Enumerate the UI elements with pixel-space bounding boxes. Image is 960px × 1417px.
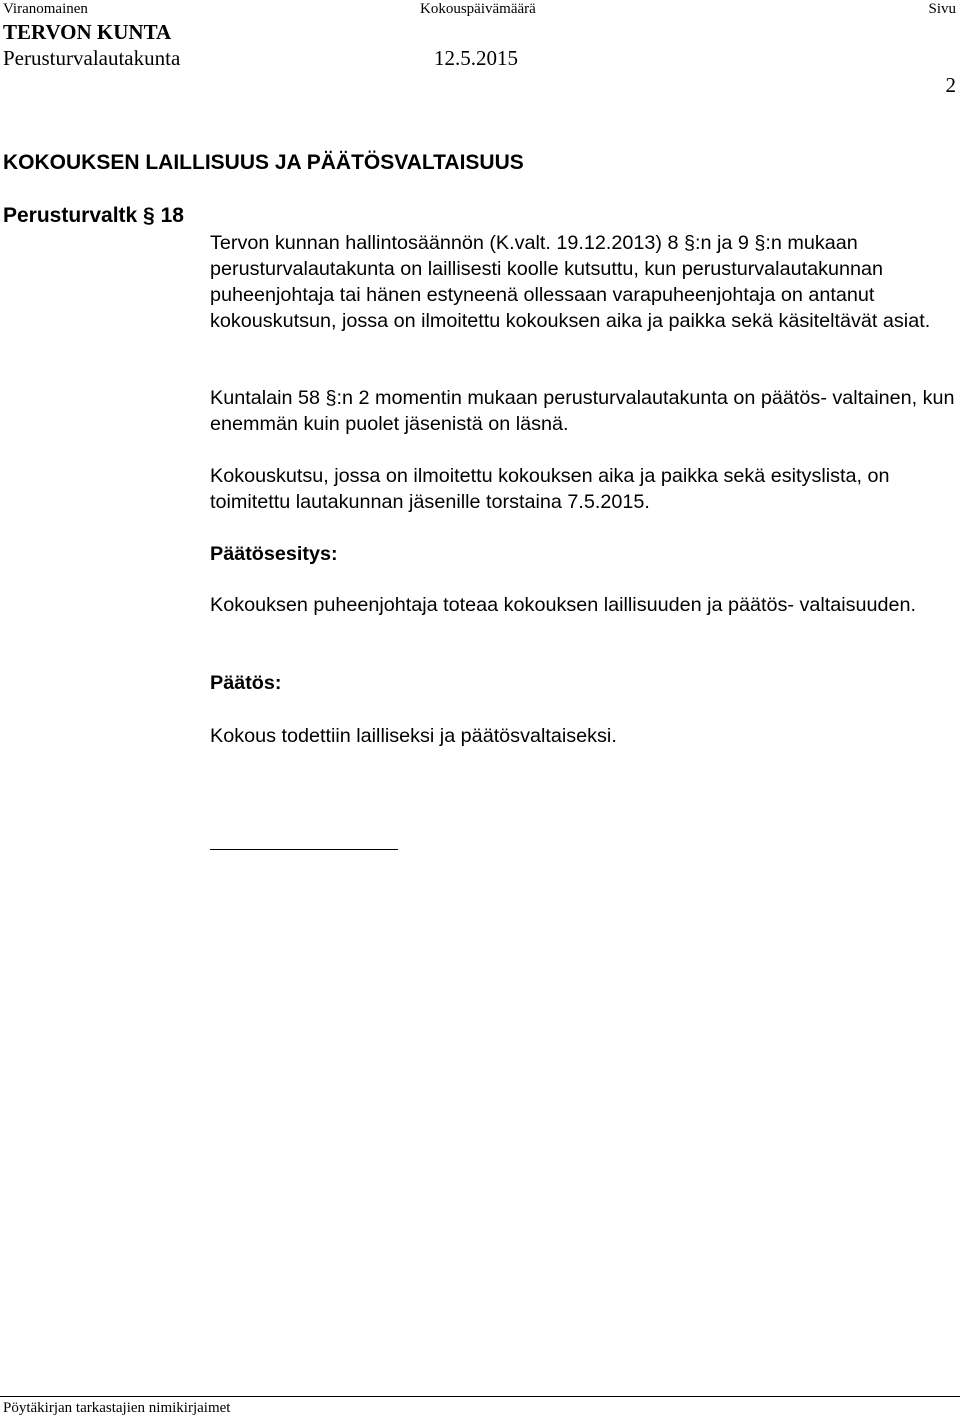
end-rule xyxy=(210,849,398,850)
paragraph-text: Kokouksen puheenjohtaja toteaa kokouksen laillisuuden ja päätös- valtaisuuden. xyxy=(210,594,917,616)
paragraph-invitation xyxy=(210,463,958,515)
paragraph-text: Kuntalain 58 §:n 2 momentin mukaan perusturvalautakunta on päätös- valtainen, kun enemmän kuin puolet jäsenistä on läsnä. xyxy=(210,387,955,435)
organization-name: TERVON KUNTA xyxy=(3,20,172,44)
header-authority-label: Viranomainen xyxy=(3,1,88,17)
footer-initials-label: Pöytäkirjan tarkastajien nimikirjaimet xyxy=(3,1400,231,1416)
paragraph-text: Kokous todettiin lailliseksi ja päätösvaltaiseksi. xyxy=(210,725,617,747)
section-reference: Perusturvaltk § 18 xyxy=(3,204,184,227)
meeting-date: 12.5.2015 xyxy=(434,46,518,70)
footer-divider xyxy=(0,1396,960,1397)
decision-text xyxy=(210,723,958,749)
body-name: Perusturvalautakunta xyxy=(3,46,181,70)
proposal-text xyxy=(210,592,958,618)
header-meeting-date-label: Kokouspäivämäärä xyxy=(420,1,536,17)
decision-label: Päätös: xyxy=(210,672,282,694)
page-number: 2 xyxy=(945,73,956,97)
section-heading: KOKOUKSEN LAILLISUUS JA PÄÄTÖSVALTAISUUS xyxy=(3,151,524,174)
paragraph-legal-basis xyxy=(210,230,958,334)
paragraph-quorum xyxy=(210,385,958,437)
paragraph-text: Kokouskutsu, jossa on ilmoitettu kokouksen aika ja paikka sekä esityslista, on toimitettu lautakunnan jäsenille torstaina 7.5.2015. xyxy=(210,465,890,513)
proposal-label: Päätösesitys: xyxy=(210,543,338,565)
paragraph-text: Tervon kunnan hallintosäännön (K.valt. 19.12.2013) 8 §:n ja 9 §:n mukaan perusturvalautakunta on laillisesti koolle kutsuttu, kun perusturvalautakunnan puheenjohtaja tai hänen estyneenä ollessaan varapuheenjohtaja on antanut kokouskutsun, jossa on ilmoitettu kokouksen aika ja paikka sekä käsiteltävät asiat. xyxy=(210,232,931,332)
header-page-label: Sivu xyxy=(928,1,956,17)
